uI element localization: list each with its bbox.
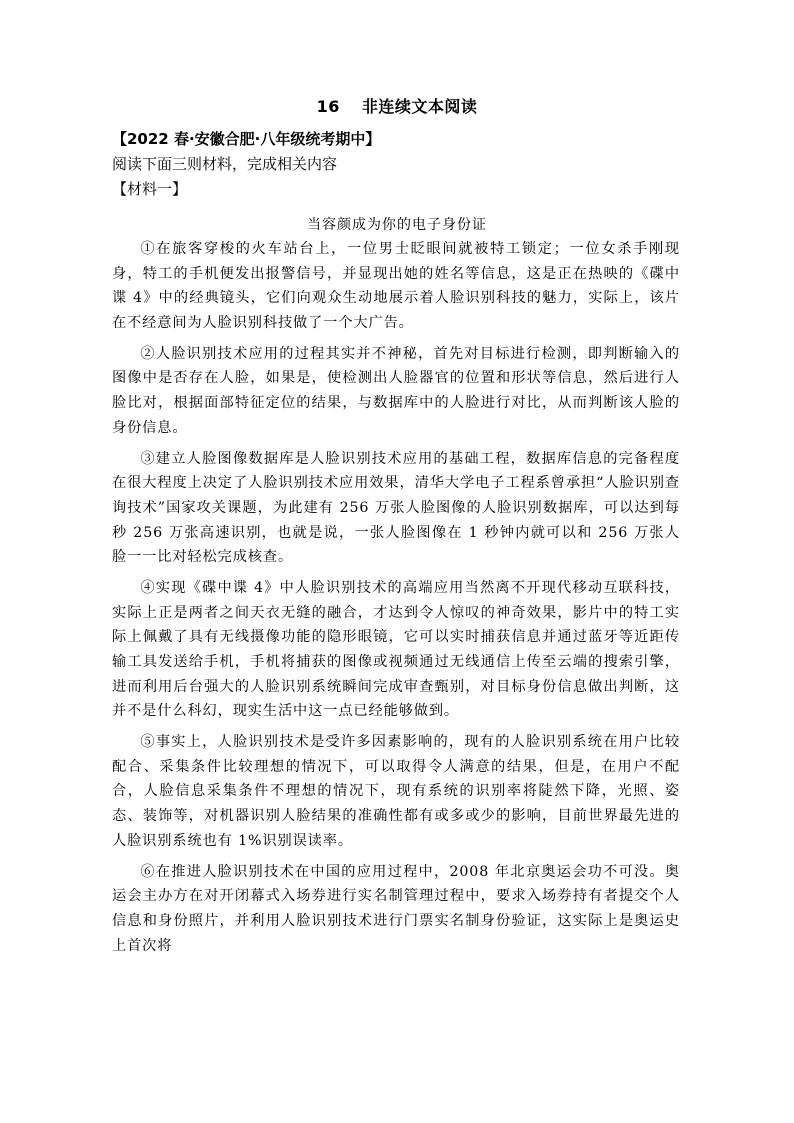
paragraph-3: ③建立人脸图像数据库是人脸识别技术应用的基础工程，数据库信息的完备程度在很大程度上决定了人脸识别技术应用效果，清华大学电子工程系曾承担“人脸识别查询技术”国家攻关课题，为此建有 256 万张人脸图像的人脸识别数据库，可以达到每秒 256 万张高速识别，也就是说，一张人脸图像在 1 秒钟内就可以和 256 万张人脸一一比对轻松完成核查。 [112,450,680,566]
paragraph-5: ⑤事实上，人脸识别技术是受许多因素影响的，现有的人脸识别系统在用户比较配合、采集条件比较理想的情况下，可以取得令人满意的结果，但是，在用户不配合，人脸信息采集条件不理想的情况下，现有系统的识别率将陡然下降，光照、姿态、装饰等，对机器识别人脸结果的准确性都有或多或少的影响，目前世界最先进的人脸识别系统也有 1%识别误读率。 [112,734,680,849]
section-title [0,94,794,117]
section-title-text: 非连续文本阅读 [361,97,478,116]
article-body [112,237,680,965]
article-title: 当容颜成为你的电子身份证 [307,217,487,233]
paragraph-1: ①在旅客穿梭的火车站台上，一位男士眨眼间就被特工锁定；一位女杀手刚现身，特工的手机便发出报警信号，并显现出她的姓名等信息，这是正在热映的《碟中谍 4》中的经典镜头，它们向观众生动地展示着人脸识别科技的魅力，实际上，该片在不经意间为人脸识别科技做了一个大广告。 [112,241,680,331]
paragraph-2: ②人脸识别技术应用的过程其实并不神秘，首先对目标进行检测，即判断输入的图像中是否存在人脸，如果是，使检测出人脸器官的位置和形状等信息，然后进行人脸比对，根据面部特征定位的结果，与数据库中的人脸进行对比，从而判断该人脸的身份信息。 [112,345,680,436]
material-label: 【材料一】 [112,180,188,198]
instruction-line: 阅读下面三则材料，完成相关内容 [112,155,338,173]
paragraph-6: ⑥在推进人脸识别技术在中国的应用过程中，2008 年北京奥运会功不可没。奥运会主办方在对开闭幕式入场券进行实名制管理过程中，要求入场券持有者提交个人信息和身份照片，并利用人脸识别技术进行门票实名制身份验证，这实际上是奥运史上首次将 [112,863,680,954]
section-number: 16 [316,97,340,116]
paragraph-4: ④实现《碟中谍 4》中人脸识别技术的高端应用当然离不开现代移动互联科技，实际上正是两者之间天衣无缝的融合，才达到令人惊叹的神奇效果，影片中的特工实际上佩戴了具有无线摄像功能的隐形眼镜，它可以实时捕获信息并通过蓝牙等近距传输工具发送给手机，手机将捕获的图像或视频通过无线通信上传至云端的搜索引擎，进而利用后台强大的人脸识别系统瞬间完成审查甄别，对目标身份信息做出判断，这并不是什么科幻，现实生活中这一点已经能够做到。 [112,580,680,720]
source-line: 【2022 春·安徽合肥·八年级统考期中】 [112,130,381,148]
